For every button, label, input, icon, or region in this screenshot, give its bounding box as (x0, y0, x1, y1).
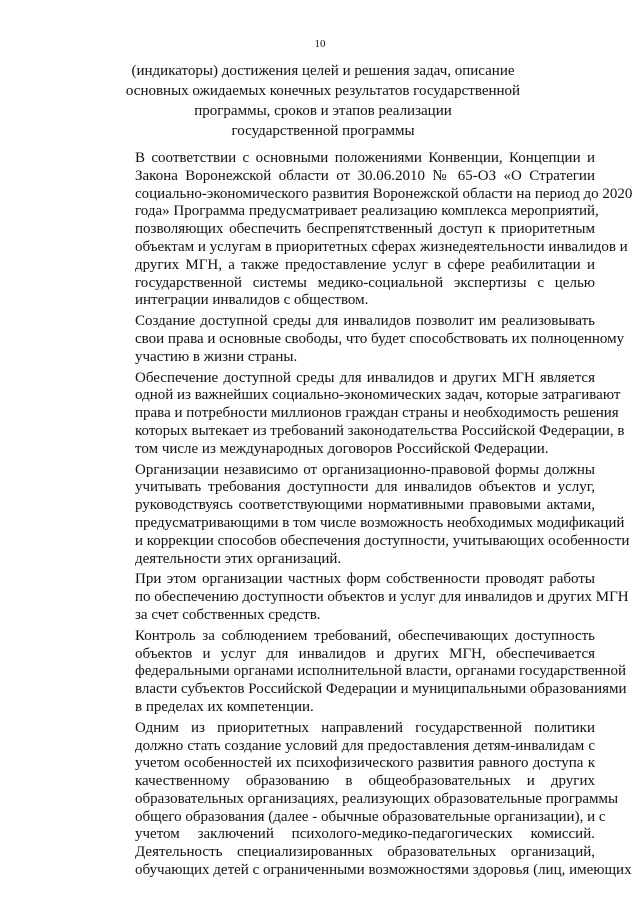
section-heading (118, 61, 528, 141)
paragraph-line: которых вытекает из требований законодательства Российской Федерации, в (135, 422, 625, 439)
paragraph-line: федеральными органами исполнительной власти, органами государственной (135, 663, 627, 680)
paragraph-line: Обеспечение доступной среды для инвалидов и других МГН является (135, 369, 595, 386)
paragraph-line: государственной системы медико-социальной экспертизы с целью (135, 274, 595, 291)
paragraph-line: других МГН, а также предоставление услуг в сфере реабилитации и (135, 256, 595, 273)
body-paragraph (88, 571, 629, 624)
body-paragraph (88, 719, 632, 880)
paragraph-line: за счет собственных средств. (135, 606, 321, 623)
paragraph-line: и коррекции способов обеспечения доступности, учитывающих особенности (135, 532, 630, 549)
paragraph-line: общего образования (далее - обычные образовательные организации), и с (135, 808, 606, 825)
heading-line: государственной программы (231, 123, 415, 139)
paragraph-line: обучающих детей с ограниченными возможностями здоровья (лиц, имеющих (135, 862, 632, 879)
paragraph-line: Закона Воронежской области от 30.06.2010 № 65-ОЗ «О Стратегии (135, 167, 595, 184)
paragraph-line: Деятельность специализированных образовательных организаций, (135, 844, 595, 861)
heading-line: программы, сроков и этапов реализации (194, 103, 452, 119)
paragraph-line: В соответствии с основными положениями Конвенции, Концепции и (135, 150, 595, 166)
paragraph-line: учетом особенностей их психофизического развития равного доступа к (135, 755, 595, 772)
paragraph-line: Контроль за соблюдением требований, обеспечивающих доступность (135, 627, 595, 644)
paragraph-line: права и потребности миллионов граждан страны и необходимость решения (135, 405, 619, 422)
heading-line: основных ожидаемых конечных результатов государственной (125, 83, 521, 99)
paragraph-line: том числе из международных договоров Российской Федерации. (135, 440, 549, 457)
body-paragraph (88, 313, 625, 366)
body-paragraph (88, 369, 625, 459)
paragraph-line: руководствуясь соответствующими нормативными правовыми актами, (135, 497, 595, 514)
paragraph-line: Создание доступной среды для инвалидов позволит им реализовывать (135, 313, 595, 330)
paragraph-line: качественному образованию в общеобразовательных и других (135, 773, 595, 790)
body-paragraph (88, 627, 627, 717)
heading-line: (индикаторы) достижения целей и решения задач, описание (131, 63, 515, 79)
paragraph-line: участию в жизни страны. (135, 348, 298, 365)
paragraph-line: в пределах их компетенции. (135, 698, 314, 715)
body-paragraph (88, 461, 630, 569)
paragraph-line: учитывать требования доступности для инвалидов объектов и услуг, (135, 479, 595, 496)
paragraph-line: власти субъектов Российской Федерации и муниципальными образованиями (135, 681, 627, 698)
page-number: 10 (314, 38, 326, 50)
paragraph-line: года» Программа предусматривает реализацию комплекса мероприятий, (135, 203, 599, 220)
paragraph-line: одной из важнейших социально-экономических задач, которые затрагивают (135, 387, 621, 404)
paragraph-line: При этом организации частных форм собственности проводят работы (135, 571, 595, 588)
body-text (88, 150, 633, 883)
paragraph-line: свои права и основные свободы, что будет способствовать их полноценному (135, 330, 625, 347)
paragraph-line: деятельности этих организаций. (135, 550, 342, 567)
paragraph-line: социально-экономического развития Воронежской области на период до 2020 (135, 185, 633, 202)
paragraph-line: учетом заключений психолого-медико-педагогических комиссий. (135, 826, 595, 843)
paragraph-line: должно стать создание условий для предоставления детям-инвалидам с (135, 737, 595, 754)
paragraph-line: объектам и услугам в приоритетных сферах жизнедеятельности инвалидов и (135, 238, 628, 255)
paragraph-line: Организации независимо от организационно-правовой формы должны (135, 461, 595, 478)
paragraph-line: образовательных организациях, реализующих образовательные программы (135, 790, 619, 807)
paragraph-line: объектов и услуг для инвалидов и других МГН, обеспечивается (135, 645, 595, 662)
paragraph-line: по обеспечению доступности объектов и услуг для инвалидов и других МГН (135, 589, 629, 606)
paragraph-line: Одним из приоритетных направлений государственной политики (135, 719, 595, 736)
paragraph-line: позволяющих обеспечить беспрепятственный доступ к приоритетным (135, 221, 595, 238)
paragraph-line: интеграции инвалидов с обществом. (135, 292, 369, 309)
paragraph-line: предусматривающими в том числе возможность необходимых модификаций (135, 514, 625, 531)
body-paragraph (88, 150, 633, 310)
